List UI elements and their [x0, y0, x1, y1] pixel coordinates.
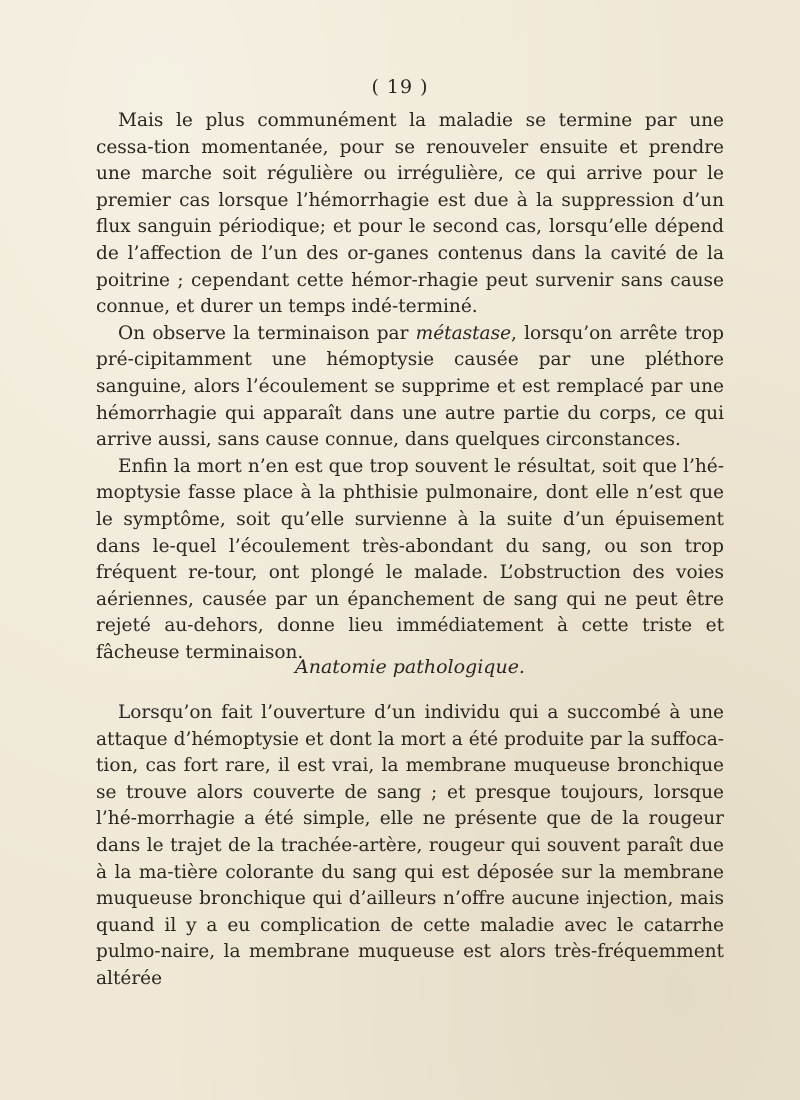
- paragraph-metastasis-start: On observe la terminaison par: [118, 322, 416, 344]
- paragraph-anatomy: Lorsqu’on fait l’ouverture d’un individu qui a succombé à une attaque d’hémoptysie et dont la mort a été produite par la suffoca-tion, cas fort rare, il est vrai, la membrane muqueuse bronchique se trouve alors couverte de sang ; et presque toujours, lorsque l’hé-morrhagie a été simple, elle ne présente que de la rougeur dans le trajet de la trachée-artère, rougeur qui souvent paraît due à la ma-tière colorante du sang qui est déposée sur la membrane muqueuse bronchique qui d’ailleurs n’offre aucune injection, mais quand il y a eu complication de cette maladie avec le catarrhe pulmo-naire, la membrane muqueuse est alors très-fréquemment altérée: [96, 702, 724, 989]
- paragraph-metastasis-rest: , lorsqu’on arrête trop pré-cipitamment une hémoptysie causée par une pléthore sanguine, alors l’écoulement se supprime et est remplacé par une hémorrhagie qui apparaît dans une autre partie du corps, ce qui arrive aussi, sans cause connue, dans quelques circonstances.: [96, 322, 724, 451]
- anatomy-text-block: [96, 700, 724, 993]
- main-text-block: [96, 108, 724, 666]
- page-number: ( 19 ): [371, 76, 429, 98]
- paragraph-metastasis: [96, 321, 724, 454]
- term-metastase: métastase: [415, 322, 512, 344]
- section-heading: Anatomie pathologique.: [295, 656, 525, 678]
- paragraph-termination-cessation: Mais le plus communément la maladie se termine par une cessa-tion momentanée, pour se renouveler ensuite et prendre une marche soit régulière ou irrégulière, ce qui arrive pour le premier cas lorsque l’hémorrhagie est due à la suppression d’un flux sanguin périodique; et pour le second cas, lorsqu’elle dépend de l’affection de l’un des or-ganes contenus dans la cavité de la poitrine ; cependant cette hémor-rhagie peut survenir sans cause connue, et durer un temps indé-terminé.: [96, 110, 724, 318]
- paragraph-death: Enfin la mort n’en est que trop souvent le résultat, soit que l’hé-moptysie fasse place à la phthisie pulmonaire, dont elle n’est que le symptôme, soit qu’elle survienne à la suite d’un épuisement dans le-quel l’écoulement très-abondant du sang, ou son trop fréquent re-tour, ont plongé le malade. L’obstruction des voies aériennes, causée par un épanchement de sang qui ne peut être rejeté au-dehors, donne lieu immédiatement à cette triste et fâcheuse terminaison.: [96, 455, 724, 663]
